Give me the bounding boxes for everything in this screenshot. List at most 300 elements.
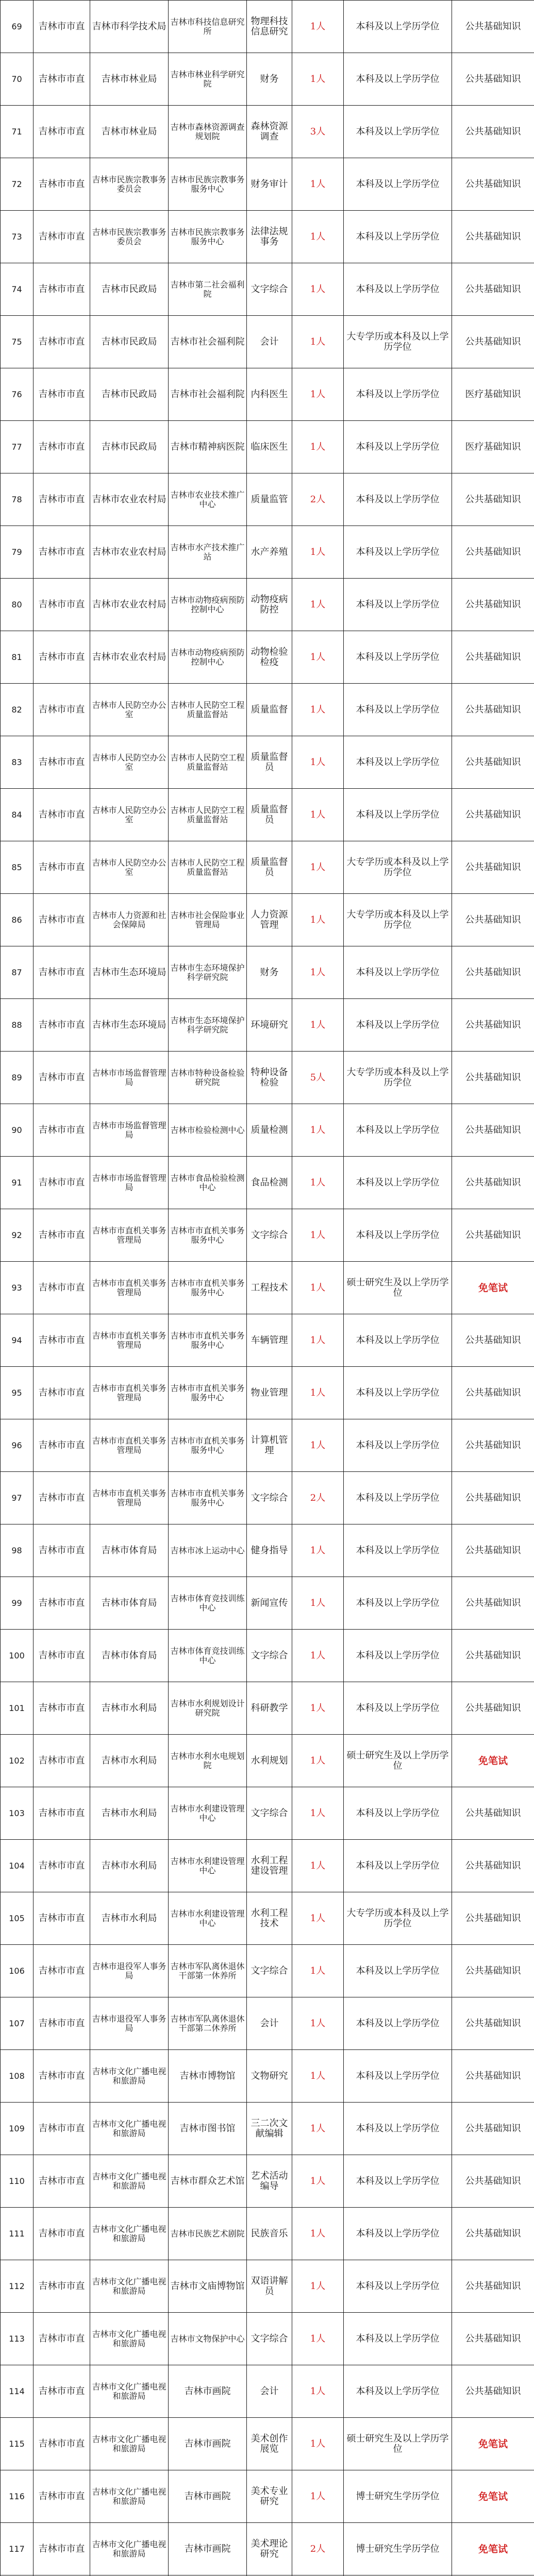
department-cell: 吉林市文化广播电视和旅游局 bbox=[90, 2418, 169, 2470]
row-index-cell: 101 bbox=[1, 1682, 34, 1735]
headcount-cell: 1人 bbox=[292, 1630, 344, 1682]
education-cell: 本科及以上学历学位 bbox=[344, 2050, 452, 2103]
table-row bbox=[1, 1419, 534, 1472]
exam-subject-cell: 公共基础知识 bbox=[452, 1892, 534, 1945]
position-cell: 科研教学 bbox=[247, 1682, 292, 1735]
department-cell: 吉林市水利局 bbox=[90, 1840, 169, 1892]
unit-cell: 吉林市市直机关事务服务中心 bbox=[169, 1472, 247, 1524]
education-cell: 本科及以上学历学位 bbox=[344, 2103, 452, 2155]
education-cell: 大专学历或本科及以上学历学位 bbox=[344, 1052, 452, 1104]
table-row bbox=[1, 526, 534, 579]
region-cell: 吉林市市直 bbox=[34, 789, 90, 841]
headcount-cell: 1人 bbox=[292, 2155, 344, 2208]
unit-cell: 吉林市博物馆 bbox=[169, 2050, 247, 2103]
education-cell: 大专学历或本科及以上学历学位 bbox=[344, 1892, 452, 1945]
region-cell: 吉林市市直 bbox=[34, 421, 90, 473]
unit-cell: 吉林市人民防空工程质量监督站 bbox=[169, 736, 247, 789]
row-index-cell: 114 bbox=[1, 2365, 34, 2418]
position-cell: 文字综合 bbox=[247, 1787, 292, 1840]
department-cell: 吉林市市直机关事务管理局 bbox=[90, 1209, 169, 1262]
row-index-cell: 108 bbox=[1, 2050, 34, 2103]
region-cell: 吉林市市直 bbox=[34, 841, 90, 894]
exam-subject-cell: 公共基础知识 bbox=[452, 1630, 534, 1682]
region-cell: 吉林市市直 bbox=[34, 106, 90, 158]
table-row bbox=[1, 1997, 534, 2050]
unit-cell: 吉林市科技信息研究所 bbox=[169, 1, 247, 53]
department-cell: 吉林市人民防空办公室 bbox=[90, 789, 169, 841]
table-row bbox=[1, 1052, 534, 1104]
headcount-cell: 1人 bbox=[292, 1419, 344, 1472]
region-cell: 吉林市市直 bbox=[34, 526, 90, 579]
row-index-cell: 98 bbox=[1, 1524, 34, 1577]
unit-cell: 吉林市动物疫病预防控制中心 bbox=[169, 579, 247, 631]
row-index-cell: 96 bbox=[1, 1419, 34, 1472]
row-index-cell: 84 bbox=[1, 789, 34, 841]
exam-subject-cell: 公共基础知识 bbox=[452, 211, 534, 263]
row-index-cell: 99 bbox=[1, 1577, 34, 1630]
table-row bbox=[1, 211, 534, 263]
position-cell: 特种设备检验 bbox=[247, 1052, 292, 1104]
row-index-cell: 106 bbox=[1, 1945, 34, 1997]
region-cell: 吉林市市直 bbox=[34, 2523, 90, 2575]
exam-subject-cell: 公共基础知识 bbox=[452, 1314, 534, 1367]
department-cell: 吉林市林业局 bbox=[90, 53, 169, 106]
education-cell: 本科及以上学历学位 bbox=[344, 684, 452, 736]
education-cell: 本科及以上学历学位 bbox=[344, 1682, 452, 1735]
headcount-cell: 1人 bbox=[292, 1735, 344, 1787]
education-cell: 本科及以上学历学位 bbox=[344, 1209, 452, 1262]
row-index-cell: 78 bbox=[1, 473, 34, 526]
exam-subject-cell: 公共基础知识 bbox=[452, 1157, 534, 1209]
region-cell: 吉林市市直 bbox=[34, 1104, 90, 1157]
headcount-cell: 1人 bbox=[292, 1262, 344, 1314]
headcount-cell: 1人 bbox=[292, 2260, 344, 2313]
headcount-cell: 1人 bbox=[292, 631, 344, 684]
exam-subject-cell: 公共基础知识 bbox=[452, 53, 534, 106]
table-row bbox=[1, 1262, 534, 1314]
exam-subject-cell: 免笔试 bbox=[452, 2523, 534, 2575]
position-cell: 森林资源调查 bbox=[247, 106, 292, 158]
education-cell: 本科及以上学历学位 bbox=[344, 2208, 452, 2260]
department-cell: 吉林市文化广播电视和旅游局 bbox=[90, 2365, 169, 2418]
table-row bbox=[1, 2208, 534, 2260]
position-cell: 质量检测 bbox=[247, 1104, 292, 1157]
position-cell: 双语讲解员 bbox=[247, 2260, 292, 2313]
table-row bbox=[1, 2523, 534, 2575]
row-index-cell: 94 bbox=[1, 1314, 34, 1367]
department-cell: 吉林市农业农村局 bbox=[90, 526, 169, 579]
region-cell: 吉林市市直 bbox=[34, 1367, 90, 1419]
position-cell: 质量监督员 bbox=[247, 789, 292, 841]
table-row bbox=[1, 2313, 534, 2365]
headcount-cell: 1人 bbox=[292, 2365, 344, 2418]
table-row bbox=[1, 1630, 534, 1682]
headcount-cell: 1人 bbox=[292, 1157, 344, 1209]
unit-cell: 吉林市冰上运动中心 bbox=[169, 1524, 247, 1577]
department-cell: 吉林市水利局 bbox=[90, 1735, 169, 1787]
headcount-cell: 1人 bbox=[292, 1840, 344, 1892]
position-cell: 美术创作展览 bbox=[247, 2418, 292, 2470]
position-cell: 会计 bbox=[247, 1997, 292, 2050]
region-cell: 吉林市市直 bbox=[34, 2050, 90, 2103]
headcount-cell: 1人 bbox=[292, 263, 344, 316]
region-cell: 吉林市市直 bbox=[34, 1997, 90, 2050]
department-cell: 吉林市退役军人事务局 bbox=[90, 1945, 169, 1997]
row-index-cell: 79 bbox=[1, 526, 34, 579]
position-cell: 文字综合 bbox=[247, 2313, 292, 2365]
headcount-cell: 1人 bbox=[292, 158, 344, 211]
department-cell: 吉林市文化广播电视和旅游局 bbox=[90, 2208, 169, 2260]
region-cell: 吉林市市直 bbox=[34, 1314, 90, 1367]
department-cell: 吉林市文化广播电视和旅游局 bbox=[90, 2050, 169, 2103]
region-cell: 吉林市市直 bbox=[34, 1840, 90, 1892]
table-row bbox=[1, 894, 534, 946]
table-row bbox=[1, 579, 534, 631]
position-cell: 环境研究 bbox=[247, 999, 292, 1052]
unit-cell: 吉林市人民防空工程质量监督站 bbox=[169, 841, 247, 894]
department-cell: 吉林市市场监督管理局 bbox=[90, 1157, 169, 1209]
education-cell: 本科及以上学历学位 bbox=[344, 421, 452, 473]
region-cell: 吉林市市直 bbox=[34, 1630, 90, 1682]
headcount-cell: 1人 bbox=[292, 2470, 344, 2523]
headcount-cell: 2人 bbox=[292, 1472, 344, 1524]
row-index-cell: 97 bbox=[1, 1472, 34, 1524]
exam-subject-cell: 公共基础知识 bbox=[452, 579, 534, 631]
table-row bbox=[1, 2050, 534, 2103]
region-cell: 吉林市市直 bbox=[34, 2470, 90, 2523]
exam-subject-cell: 公共基础知识 bbox=[452, 158, 534, 211]
education-cell: 本科及以上学历学位 bbox=[344, 1314, 452, 1367]
headcount-cell: 1人 bbox=[292, 684, 344, 736]
region-cell: 吉林市市直 bbox=[34, 2208, 90, 2260]
exam-subject-cell: 公共基础知识 bbox=[452, 736, 534, 789]
exam-subject-cell: 公共基础知识 bbox=[452, 1945, 534, 1997]
exam-subject-cell: 医疗基础知识 bbox=[452, 421, 534, 473]
row-index-cell: 88 bbox=[1, 999, 34, 1052]
exam-subject-cell: 公共基础知识 bbox=[452, 1997, 534, 2050]
table-row bbox=[1, 1787, 534, 1840]
exam-subject-cell: 公共基础知识 bbox=[452, 841, 534, 894]
headcount-cell: 1人 bbox=[292, 368, 344, 421]
education-cell: 大专学历或本科及以上学历学位 bbox=[344, 841, 452, 894]
exam-subject-cell: 免笔试 bbox=[452, 1735, 534, 1787]
headcount-cell: 1人 bbox=[292, 2418, 344, 2470]
unit-cell: 吉林市林业科学研究院 bbox=[169, 53, 247, 106]
position-cell: 健身指导 bbox=[247, 1524, 292, 1577]
row-index-cell: 82 bbox=[1, 684, 34, 736]
education-cell: 本科及以上学历学位 bbox=[344, 1, 452, 53]
unit-cell: 吉林市民族宗教事务服务中心 bbox=[169, 158, 247, 211]
unit-cell: 吉林市市直机关事务服务中心 bbox=[169, 1209, 247, 1262]
headcount-cell: 1人 bbox=[292, 1367, 344, 1419]
position-cell: 文字综合 bbox=[247, 1630, 292, 1682]
region-cell: 吉林市市直 bbox=[34, 1892, 90, 1945]
education-cell: 本科及以上学历学位 bbox=[344, 1104, 452, 1157]
headcount-cell: 1人 bbox=[292, 841, 344, 894]
table-row bbox=[1, 1524, 534, 1577]
row-index-cell: 95 bbox=[1, 1367, 34, 1419]
exam-subject-cell: 公共基础知识 bbox=[452, 2208, 534, 2260]
headcount-cell: 1人 bbox=[292, 2050, 344, 2103]
position-cell: 财务 bbox=[247, 53, 292, 106]
exam-subject-cell: 公共基础知识 bbox=[452, 2313, 534, 2365]
row-index-cell: 109 bbox=[1, 2103, 34, 2155]
education-cell: 本科及以上学历学位 bbox=[344, 53, 452, 106]
unit-cell: 吉林市市直机关事务服务中心 bbox=[169, 1367, 247, 1419]
row-index-cell: 81 bbox=[1, 631, 34, 684]
row-index-cell: 83 bbox=[1, 736, 34, 789]
region-cell: 吉林市市直 bbox=[34, 2313, 90, 2365]
region-cell: 吉林市市直 bbox=[34, 211, 90, 263]
department-cell: 吉林市水利局 bbox=[90, 1892, 169, 1945]
exam-subject-cell: 公共基础知识 bbox=[452, 473, 534, 526]
exam-subject-cell: 公共基础知识 bbox=[452, 2103, 534, 2155]
department-cell: 吉林市科学技术局 bbox=[90, 1, 169, 53]
department-cell: 吉林市市场监督管理局 bbox=[90, 1052, 169, 1104]
position-cell: 动物检验检疫 bbox=[247, 631, 292, 684]
position-cell: 会计 bbox=[247, 316, 292, 368]
department-cell: 吉林市农业农村局 bbox=[90, 631, 169, 684]
row-index-cell: 116 bbox=[1, 2470, 34, 2523]
table-row bbox=[1, 1577, 534, 1630]
position-cell: 文字综合 bbox=[247, 1209, 292, 1262]
position-cell: 食品检测 bbox=[247, 1157, 292, 1209]
position-cell: 计算机管理 bbox=[247, 1419, 292, 1472]
exam-subject-cell: 免笔试 bbox=[452, 2470, 534, 2523]
region-cell: 吉林市市直 bbox=[34, 263, 90, 316]
unit-cell: 吉林市图书馆 bbox=[169, 2103, 247, 2155]
education-cell: 本科及以上学历学位 bbox=[344, 1997, 452, 2050]
unit-cell: 吉林市民族艺术剧院 bbox=[169, 2208, 247, 2260]
education-cell: 本科及以上学历学位 bbox=[344, 1945, 452, 1997]
region-cell: 吉林市市直 bbox=[34, 684, 90, 736]
education-cell: 本科及以上学历学位 bbox=[344, 789, 452, 841]
department-cell: 吉林市生态环境局 bbox=[90, 999, 169, 1052]
department-cell: 吉林市人民防空办公室 bbox=[90, 684, 169, 736]
row-index-cell: 71 bbox=[1, 106, 34, 158]
row-index-cell: 87 bbox=[1, 946, 34, 999]
department-cell: 吉林市人力资源和社会保障局 bbox=[90, 894, 169, 946]
department-cell: 吉林市水利局 bbox=[90, 1787, 169, 1840]
region-cell: 吉林市市直 bbox=[34, 999, 90, 1052]
unit-cell: 吉林市画院 bbox=[169, 2365, 247, 2418]
department-cell: 吉林市水利局 bbox=[90, 1682, 169, 1735]
unit-cell: 吉林市水产技术推广站 bbox=[169, 526, 247, 579]
education-cell: 本科及以上学历学位 bbox=[344, 1419, 452, 1472]
position-cell: 文字综合 bbox=[247, 263, 292, 316]
unit-cell: 吉林市体育竞技训练中心 bbox=[169, 1577, 247, 1630]
row-index-cell: 72 bbox=[1, 158, 34, 211]
headcount-cell: 1人 bbox=[292, 2313, 344, 2365]
position-cell: 质量监督员 bbox=[247, 841, 292, 894]
table-row bbox=[1, 263, 534, 316]
exam-subject-cell: 公共基础知识 bbox=[452, 631, 534, 684]
region-cell: 吉林市市直 bbox=[34, 2365, 90, 2418]
exam-subject-cell: 公共基础知识 bbox=[452, 1577, 534, 1630]
region-cell: 吉林市市直 bbox=[34, 736, 90, 789]
position-cell: 会计 bbox=[247, 2365, 292, 2418]
unit-cell: 吉林市体育竞技训练中心 bbox=[169, 1630, 247, 1682]
position-cell: 财务 bbox=[247, 946, 292, 999]
education-cell: 本科及以上学历学位 bbox=[344, 211, 452, 263]
row-index-cell: 74 bbox=[1, 263, 34, 316]
region-cell: 吉林市市直 bbox=[34, 1157, 90, 1209]
headcount-cell: 1人 bbox=[292, 1104, 344, 1157]
region-cell: 吉林市市直 bbox=[34, 158, 90, 211]
table-row bbox=[1, 1892, 534, 1945]
position-cell: 车辆管理 bbox=[247, 1314, 292, 1367]
row-index-cell: 115 bbox=[1, 2418, 34, 2470]
education-cell: 本科及以上学历学位 bbox=[344, 2260, 452, 2313]
row-index-cell: 105 bbox=[1, 1892, 34, 1945]
exam-subject-cell: 公共基础知识 bbox=[452, 2050, 534, 2103]
headcount-cell: 1人 bbox=[292, 1524, 344, 1577]
table-row bbox=[1, 736, 534, 789]
region-cell: 吉林市市直 bbox=[34, 946, 90, 999]
department-cell: 吉林市生态环境局 bbox=[90, 946, 169, 999]
region-cell: 吉林市市直 bbox=[34, 2418, 90, 2470]
headcount-cell: 1人 bbox=[292, 1314, 344, 1367]
unit-cell: 吉林市食品检验检测中心 bbox=[169, 1157, 247, 1209]
region-cell: 吉林市市直 bbox=[34, 1419, 90, 1472]
unit-cell: 吉林市水利规划设计研究院 bbox=[169, 1682, 247, 1735]
table-row bbox=[1, 2103, 534, 2155]
region-cell: 吉林市市直 bbox=[34, 2155, 90, 2208]
unit-cell: 吉林市人民防空工程质量监督站 bbox=[169, 789, 247, 841]
unit-cell: 吉林市群众艺术馆 bbox=[169, 2155, 247, 2208]
education-cell: 本科及以上学历学位 bbox=[344, 1787, 452, 1840]
education-cell: 本科及以上学历学位 bbox=[344, 1367, 452, 1419]
education-cell: 博士研究生学历学位 bbox=[344, 2470, 452, 2523]
region-cell: 吉林市市直 bbox=[34, 368, 90, 421]
position-cell: 水产养殖 bbox=[247, 526, 292, 579]
exam-subject-cell: 公共基础知识 bbox=[452, 789, 534, 841]
exam-subject-cell: 公共基础知识 bbox=[452, 2260, 534, 2313]
table-row bbox=[1, 2260, 534, 2313]
unit-cell: 吉林市社会福利院 bbox=[169, 316, 247, 368]
region-cell: 吉林市市直 bbox=[34, 579, 90, 631]
exam-subject-cell: 公共基础知识 bbox=[452, 999, 534, 1052]
unit-cell: 吉林市社会福利院 bbox=[169, 368, 247, 421]
unit-cell: 吉林市生态环境保护科学研究院 bbox=[169, 946, 247, 999]
unit-cell: 吉林市农业技术推广中心 bbox=[169, 473, 247, 526]
position-cell: 文字综合 bbox=[247, 1945, 292, 1997]
unit-cell: 吉林市动物疫病预防控制中心 bbox=[169, 631, 247, 684]
positions-table-body bbox=[1, 1, 534, 2576]
position-cell: 人力资源管理 bbox=[247, 894, 292, 946]
row-index-cell: 73 bbox=[1, 211, 34, 263]
region-cell: 吉林市市直 bbox=[34, 1945, 90, 1997]
table-row bbox=[1, 1157, 534, 1209]
table-row bbox=[1, 1945, 534, 1997]
headcount-cell: 2人 bbox=[292, 2523, 344, 2575]
department-cell: 吉林市市直机关事务管理局 bbox=[90, 1314, 169, 1367]
exam-subject-cell: 公共基础知识 bbox=[452, 2155, 534, 2208]
exam-subject-cell: 公共基础知识 bbox=[452, 1472, 534, 1524]
exam-subject-cell: 公共基础知识 bbox=[452, 1209, 534, 1262]
education-cell: 硕士研究生及以上学历学位 bbox=[344, 2418, 452, 2470]
region-cell: 吉林市市直 bbox=[34, 473, 90, 526]
row-index-cell: 102 bbox=[1, 1735, 34, 1787]
region-cell: 吉林市市直 bbox=[34, 2103, 90, 2155]
department-cell: 吉林市农业农村局 bbox=[90, 579, 169, 631]
table-row bbox=[1, 1682, 534, 1735]
region-cell: 吉林市市直 bbox=[34, 894, 90, 946]
department-cell: 吉林市市场监督管理局 bbox=[90, 1104, 169, 1157]
row-index-cell: 76 bbox=[1, 368, 34, 421]
position-cell: 质量监督 bbox=[247, 684, 292, 736]
department-cell: 吉林市文化广播电视和旅游局 bbox=[90, 2103, 169, 2155]
education-cell: 本科及以上学历学位 bbox=[344, 1524, 452, 1577]
region-cell: 吉林市市直 bbox=[34, 316, 90, 368]
headcount-cell: 1人 bbox=[292, 1997, 344, 2050]
row-index-cell: 77 bbox=[1, 421, 34, 473]
department-cell: 吉林市民政局 bbox=[90, 421, 169, 473]
education-cell: 本科及以上学历学位 bbox=[344, 473, 452, 526]
table-row bbox=[1, 631, 534, 684]
education-cell: 本科及以上学历学位 bbox=[344, 1577, 452, 1630]
unit-cell: 吉林市市直机关事务服务中心 bbox=[169, 1419, 247, 1472]
row-index-cell: 110 bbox=[1, 2155, 34, 2208]
row-index-cell: 70 bbox=[1, 53, 34, 106]
position-cell: 新闻宣传 bbox=[247, 1577, 292, 1630]
region-cell: 吉林市市直 bbox=[34, 1052, 90, 1104]
row-index-cell: 85 bbox=[1, 841, 34, 894]
unit-cell: 吉林市市直机关事务服务中心 bbox=[169, 1314, 247, 1367]
exam-subject-cell: 医疗基础知识 bbox=[452, 368, 534, 421]
unit-cell: 吉林市民族宗教事务服务中心 bbox=[169, 211, 247, 263]
region-cell: 吉林市市直 bbox=[34, 1787, 90, 1840]
table-row bbox=[1, 421, 534, 473]
department-cell: 吉林市林业局 bbox=[90, 106, 169, 158]
department-cell: 吉林市民政局 bbox=[90, 368, 169, 421]
department-cell: 吉林市文化广播电视和旅游局 bbox=[90, 2313, 169, 2365]
exam-subject-cell: 免笔试 bbox=[452, 2418, 534, 2470]
department-cell: 吉林市民族宗教事务委员会 bbox=[90, 158, 169, 211]
position-cell: 民族音乐 bbox=[247, 2208, 292, 2260]
row-index-cell: 93 bbox=[1, 1262, 34, 1314]
row-index-cell: 112 bbox=[1, 2260, 34, 2313]
department-cell: 吉林市市直机关事务管理局 bbox=[90, 1367, 169, 1419]
headcount-cell: 1人 bbox=[292, 1577, 344, 1630]
table-row bbox=[1, 1209, 534, 1262]
department-cell: 吉林市退役军人事务局 bbox=[90, 1997, 169, 2050]
department-cell: 吉林市农业农村局 bbox=[90, 473, 169, 526]
row-index-cell: 113 bbox=[1, 2313, 34, 2365]
table-row bbox=[1, 1314, 534, 1367]
unit-cell: 吉林市水利建设管理中心 bbox=[169, 1892, 247, 1945]
exam-subject-cell: 公共基础知识 bbox=[452, 1787, 534, 1840]
table-row bbox=[1, 316, 534, 368]
table-row bbox=[1, 1367, 534, 1419]
exam-subject-cell: 公共基础知识 bbox=[452, 1104, 534, 1157]
education-cell: 本科及以上学历学位 bbox=[344, 1840, 452, 1892]
headcount-cell: 1人 bbox=[292, 789, 344, 841]
exam-subject-cell: 公共基础知识 bbox=[452, 1419, 534, 1472]
table-row bbox=[1, 473, 534, 526]
headcount-cell: 1人 bbox=[292, 1787, 344, 1840]
unit-cell: 吉林市水利建设管理中心 bbox=[169, 1840, 247, 1892]
department-cell: 吉林市人民防空办公室 bbox=[90, 841, 169, 894]
education-cell: 大专学历或本科及以上学历学位 bbox=[344, 316, 452, 368]
education-cell: 大专学历或本科及以上学历学位 bbox=[344, 894, 452, 946]
unit-cell: 吉林市画院 bbox=[169, 2470, 247, 2523]
region-cell: 吉林市市直 bbox=[34, 1209, 90, 1262]
headcount-cell: 1人 bbox=[292, 999, 344, 1052]
headcount-cell: 2人 bbox=[292, 473, 344, 526]
row-index-cell: 80 bbox=[1, 579, 34, 631]
exam-subject-cell: 公共基础知识 bbox=[452, 946, 534, 999]
